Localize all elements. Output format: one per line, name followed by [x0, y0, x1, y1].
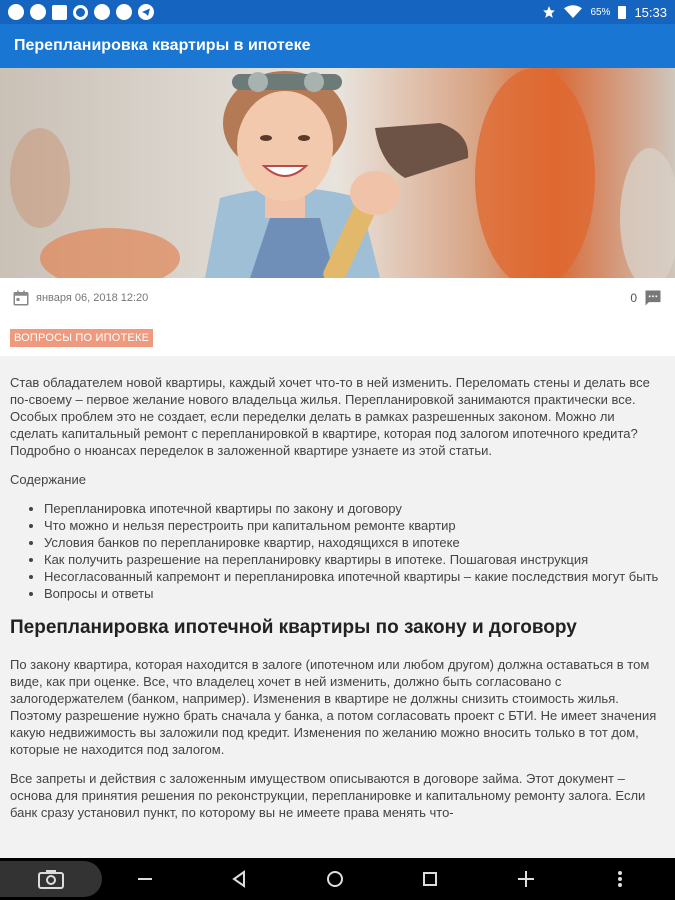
telegram-icon: [138, 4, 154, 20]
category-tag[interactable]: ВОПРОСЫ ПО ИПОТЕКЕ: [10, 329, 153, 347]
wifi-icon: [564, 5, 582, 19]
article-intro: Став обладателем новой квартиры, каждый хочет что-то в ней изменить. Переломать стены и делать все по-своему – первое желание нового владельца жилья. Перепланировкой занимаются практически все. Особых проблем это не создает, если переделки делать в рамках разрешенных законом. Можно ли сделать капитальный ремонт с перепланировкой в квартире, которая под залогом ипотечного кредита? Подробно о нюансах переделок в заложенной квартире узнаете из этой статьи.: [10, 375, 650, 458]
back-button[interactable]: [219, 858, 259, 900]
article-body: [0, 356, 675, 858]
notification-icon: [8, 4, 24, 20]
square-icon: [52, 5, 67, 20]
toc-item[interactable]: • Вопросы и ответы: [44, 585, 665, 602]
toc-label: Содержание: [10, 472, 86, 487]
status-bar: [0, 0, 675, 24]
clock: 15:33: [634, 4, 667, 20]
article-paragraph: По закону квартира, которая находится в залоге (ипотечном или любом другом) должна оставаться в том виде, как при оценке. Все, что владелец хочет в ней изменить, должно быть согласовано с залогодержателем (банком, например). Изменения в квартире не должны снизить стоимость жилья. Поэтому разрешение нужно брать сначала у банка, а потом согласовать проект с БТИ. Не имеет значения какую недвижимость вы заложили под кредит. Изменения по желанию можно вносить только в тот дом, которые не находится под залогом.: [10, 657, 657, 757]
volume-up-icon: [517, 870, 535, 888]
screenshot-button[interactable]: [0, 861, 102, 897]
article-date: января 06, 2018 12:20: [36, 292, 149, 304]
notification-icon: [116, 4, 132, 20]
toc-item[interactable]: • Несогласованный капремонт и перепланировка ипотечной квартиры – какие последствия могут быть: [44, 568, 665, 585]
hero-illustration: [0, 68, 675, 278]
table-of-contents: [44, 500, 665, 602]
system-status: [542, 5, 667, 20]
notification-icons: [8, 4, 154, 20]
star-icon: [542, 5, 556, 19]
back-icon: [230, 870, 248, 888]
battery-icon: [618, 6, 626, 19]
volume-down-icon: [137, 871, 153, 887]
article-paragraph: Все запреты и действия с заложенным имуществом описываются в договоре займа. Этот документ – основа для принятия решения по реконструкции, перепланировке и капитальному ремонту залога. Если банк сразу установил пункт, по которому вы не имеете права менять что-: [10, 771, 646, 820]
home-icon: [326, 870, 344, 888]
navigation-bar: [0, 858, 675, 900]
comments-link[interactable]: [630, 288, 663, 308]
calendar-icon: [12, 289, 30, 307]
toc-item[interactable]: • Условия банков по перепланировке квартир, находящихся в ипотеке: [44, 534, 665, 551]
recents-icon: [422, 871, 438, 887]
comment-icon: [643, 288, 663, 308]
comment-count: 0: [630, 291, 637, 305]
more-icon: [617, 870, 623, 888]
notification-icon: [30, 4, 46, 20]
at-icon: [73, 5, 88, 20]
notification-icon: [94, 4, 110, 20]
app-bar: [0, 24, 675, 68]
page-title: Перепланировка квартиры в ипотеке: [14, 37, 311, 54]
toc-item[interactable]: • Что можно и нельзя перестроить при капитальном ремонте квартир: [44, 517, 665, 534]
battery-percent: 65%: [590, 6, 611, 18]
article-hero-image: [0, 68, 675, 278]
category-row: [0, 318, 675, 356]
section-heading: Перепланировка ипотечной квартиры по закону и договору: [10, 617, 577, 638]
home-button[interactable]: [315, 858, 355, 900]
more-button[interactable]: [600, 858, 640, 900]
recents-button[interactable]: [410, 858, 450, 900]
article-meta: [0, 278, 675, 318]
screenshot-icon: [38, 869, 64, 889]
volume-down-button[interactable]: [125, 858, 165, 900]
volume-up-button[interactable]: [506, 858, 546, 900]
toc-item[interactable]: • Как получить разрешение на перепланировку квартиры в ипотеке. Пошаговая инструкция: [44, 551, 665, 568]
toc-item[interactable]: • Перепланировка ипотечной квартиры по закону и договору: [44, 500, 665, 517]
